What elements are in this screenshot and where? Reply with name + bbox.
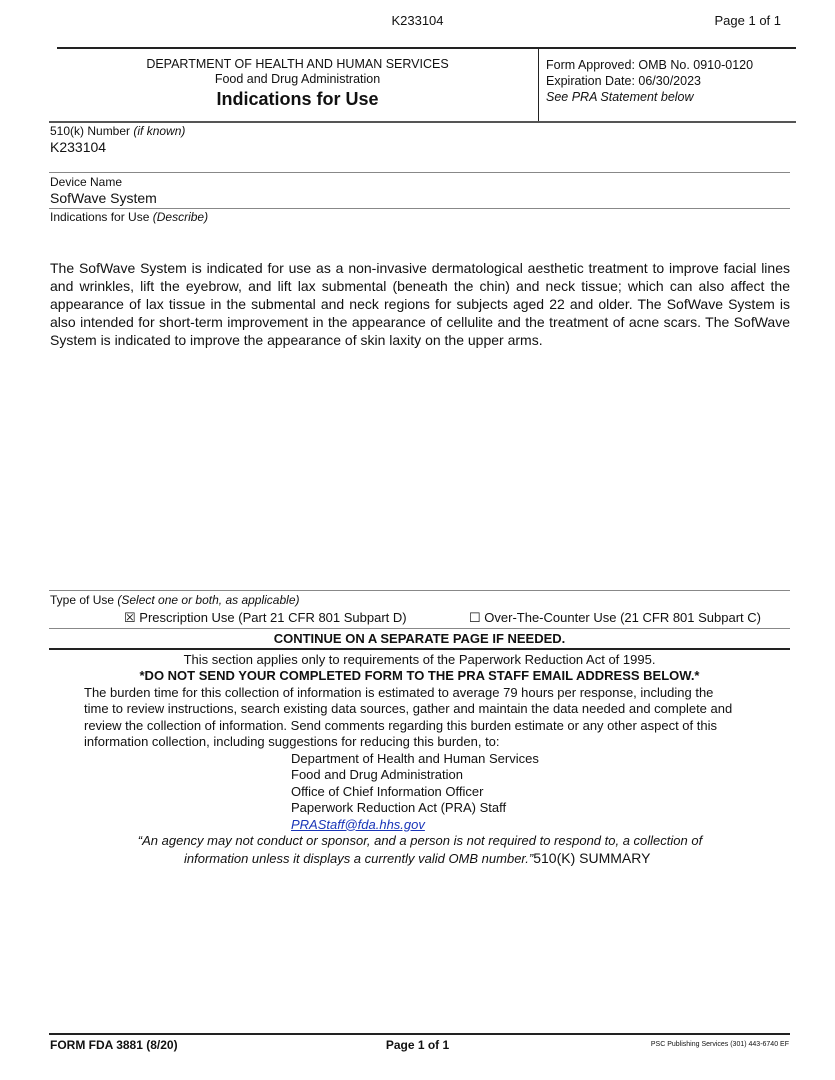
type-of-use-label-row	[50, 593, 299, 607]
k-number-hint: (if known)	[133, 124, 186, 138]
rule-before-indications	[49, 208, 790, 209]
omb-disclaimer-line-2: information unless it displays a currently valid OMB number.”	[184, 851, 534, 866]
summary-heading: 510(K) SUMMARY	[533, 850, 651, 866]
header-top-rule	[57, 47, 796, 49]
agency-name: Food and Drug Administration	[214, 72, 381, 86]
department-name: DEPARTMENT OF HEALTH AND HUMAN SERVICES	[146, 57, 449, 71]
prescription-checkbox[interactable]: ☒	[124, 610, 136, 625]
footer-form-number: FORM FDA 3881 (8/20)	[50, 1038, 178, 1052]
k-number-label-row	[50, 124, 185, 138]
device-name-value: SofWave System	[50, 190, 157, 206]
address-line: Department of Health and Human Services	[291, 751, 539, 766]
type-of-use-hint: (Select one or both, as applicable)	[117, 593, 300, 607]
header-bottom-rule	[49, 121, 796, 123]
indications-hint: (Describe)	[152, 210, 209, 224]
footer-publisher: PSC Publishing Services (301) 443-6740 EF	[650, 1041, 789, 1048]
pra-burden-paragraph	[84, 685, 774, 751]
k-number-label: 510(k) Number	[50, 124, 131, 138]
address-line: Food and Drug Administration	[291, 767, 463, 783]
pra-warning: *DO NOT SEND YOUR COMPLETED FORM TO THE PRA STAFF EMAIL ADDRESS BELOW.*	[139, 668, 700, 683]
address-line: Office of Chief Information Officer	[291, 783, 484, 799]
pra-applies: This section applies only to requirements of the Paperwork Reduction Act of 1995.	[183, 652, 656, 667]
omb-disclaimer-line-1: “An agency may not conduct or sponsor, and a person is not required to respond to, a collection of	[137, 833, 703, 848]
indications-label: Indications for Use	[50, 210, 150, 224]
form-title: Indications for Use	[216, 89, 379, 109]
otc-checkbox[interactable]: ☐	[469, 610, 481, 625]
pra-burden-line: information collection, including suggestions for reducing this burden, to:	[84, 734, 500, 750]
device-name-label: Device Name	[50, 175, 123, 189]
form-approval-block	[546, 57, 753, 105]
rule-before-continue	[49, 628, 790, 629]
type-of-use-label: Type of Use	[50, 593, 115, 607]
rule-before-device-name	[49, 172, 790, 173]
page-header-page: Page 1 of 1	[714, 13, 781, 28]
pra-burden-line: time to review instructions, search existing data sources, gather and maintain the data needed and complete and	[84, 701, 733, 717]
prescription-use-label: Prescription Use (Part 21 CFR 801 Subpart D)	[139, 610, 407, 625]
expiration-date: Expiration Date: 06/30/2023	[546, 74, 701, 88]
omb-number: Form Approved: OMB No. 0910-0120	[546, 58, 754, 72]
address-line: Paperwork Reduction Act (PRA) Staff	[291, 800, 507, 816]
header-divider	[538, 49, 539, 122]
k-number-value: K233104	[50, 139, 107, 155]
otc-use-label: Over-The-Counter Use (21 CFR 801 Subpart C)	[484, 610, 761, 625]
rule-before-pra	[49, 648, 790, 650]
omb-disclaimer-line-2-row	[184, 850, 650, 866]
rule-before-type-of-use	[49, 590, 790, 591]
pra-email-link[interactable]: PRAStaff@fda.hhs.gov	[291, 816, 425, 832]
footer-page: Page 1 of 1	[385, 1038, 450, 1052]
pra-note: See PRA Statement below	[546, 90, 694, 104]
indications-label-row	[50, 210, 208, 224]
form-header-agency-block	[57, 57, 538, 111]
prescription-use-option[interactable]	[124, 610, 407, 626]
pra-address-block	[291, 751, 539, 833]
indications-text: The SofWave System is indicated for use as a non-invasive dermatological aesthetic treatment to improve facial lines and wrinkles, lift the eyebrow, and lift lax submental (beneath the chin) and neck tissue; which can also affect the appearance of lax tissue in the submental and neck regions for subjects aged 22 and older. The SofWave System is also intended for short-term improvement in the appearance of cellulite and the treatment of acne scars. The SofWave System is indicated to improve the appearance of skin laxity on the upper arms.	[50, 260, 790, 348]
pra-burden-line: The burden time for this collection of information is estimated to average 79 hours per response, including the	[84, 685, 714, 700]
page-header-number: K233104	[391, 13, 444, 28]
otc-use-option[interactable]	[469, 610, 761, 626]
footer-rule	[49, 1033, 790, 1035]
continue-notice: CONTINUE ON A SEPARATE PAGE IF NEEDED.	[273, 631, 566, 646]
pra-burden-line: review the collection of information. Send comments regarding this burden estimate or any other aspect of this	[84, 717, 717, 733]
